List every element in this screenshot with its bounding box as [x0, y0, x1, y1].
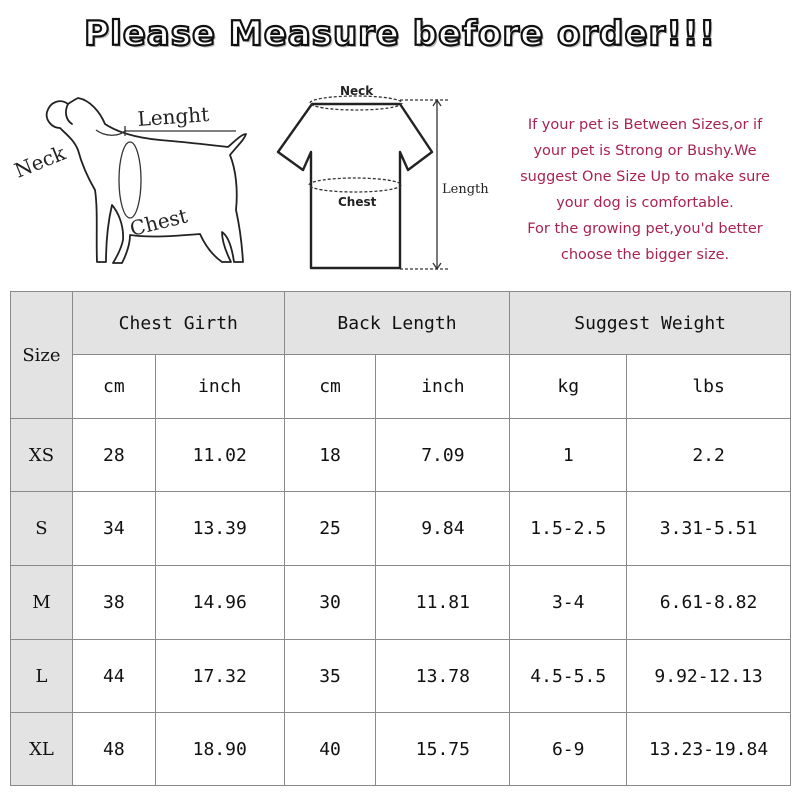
size-header: Size	[11, 292, 73, 419]
table-cell: 1	[510, 419, 627, 492]
note-line: suggest One Size Up to make sure	[520, 169, 770, 185]
table-cell: 13.78	[376, 640, 510, 713]
table-cell: 2.2	[627, 419, 791, 492]
size-chart-table	[10, 291, 791, 786]
dog-neck-label: Neck	[10, 140, 69, 183]
table-cell: 1.5-2.5	[510, 492, 627, 566]
table-cell: 13.39	[155, 492, 284, 566]
table-row	[11, 492, 791, 566]
table-cell: 28	[72, 419, 155, 492]
back-length-header: Back Length	[284, 292, 510, 355]
table-cell: 18.90	[155, 713, 284, 786]
table-cell: 6-9	[510, 713, 627, 786]
table-cell: 25	[284, 492, 376, 566]
unit-header: lbs	[627, 355, 791, 419]
table-cell: 48	[72, 713, 155, 786]
table-cell: 34	[72, 492, 155, 566]
table-cell: 11.02	[155, 419, 284, 492]
suggest-weight-header: Suggest Weight	[510, 292, 791, 355]
table-cell: 38	[72, 566, 155, 640]
table-row	[11, 640, 791, 713]
table-cell: 30	[284, 566, 376, 640]
table-cell: 15.75	[376, 713, 510, 786]
size-cell: L	[11, 640, 73, 713]
size-cell: XS	[11, 419, 73, 492]
size-cell: XL	[11, 713, 73, 786]
table-cell: 40	[284, 713, 376, 786]
table-cell: 3.31-5.51	[627, 492, 791, 566]
dog-chest-label: Chest	[127, 203, 190, 241]
note-line: your pet is Strong or Bushy.We	[533, 143, 757, 159]
unit-header: kg	[510, 355, 627, 419]
table-cell: 3-4	[510, 566, 627, 640]
unit-header: cm	[72, 355, 155, 419]
table-cell: 18	[284, 419, 376, 492]
page-title: Please Measure before order!!!	[84, 14, 716, 54]
size-cell: M	[11, 566, 73, 640]
dog-length-label: Lenght	[136, 102, 210, 131]
unit-header: inch	[376, 355, 510, 419]
table-cell: 6.61-8.82	[627, 566, 791, 640]
unit-header: cm	[284, 355, 376, 419]
table-cell: 9.92-12.13	[627, 640, 791, 713]
table-cell: 17.32	[155, 640, 284, 713]
shirt-icon	[278, 104, 432, 268]
shirt-chest-label: Chest	[338, 195, 377, 209]
unit-header: inch	[155, 355, 284, 419]
table-cell: 44	[72, 640, 155, 713]
table-cell: 4.5-5.5	[510, 640, 627, 713]
table-cell: 7.09	[376, 419, 510, 492]
table-row	[11, 566, 791, 640]
note-line: For the growing pet,you'd better	[527, 221, 763, 237]
note-line: choose the bigger size.	[560, 247, 730, 263]
table-cell: 11.81	[376, 566, 510, 640]
table-cell: 9.84	[376, 492, 510, 566]
sizing-advice-note	[505, 112, 785, 268]
shirt-neck-label: Neck	[340, 84, 374, 98]
note-line: your dog is comfortable.	[556, 195, 734, 211]
note-line: If your pet is Between Sizes,or if	[527, 117, 763, 133]
shirt-measure-lines	[309, 96, 450, 269]
table-cell: 35	[284, 640, 376, 713]
size-cell: S	[11, 492, 73, 566]
table-row	[11, 713, 791, 786]
table-cell: 13.23-19.84	[627, 713, 791, 786]
shirt-length-label: Length	[442, 182, 489, 197]
chest-girth-header: Chest Girth	[72, 292, 284, 355]
table-cell: 14.96	[155, 566, 284, 640]
table-row	[11, 419, 791, 492]
